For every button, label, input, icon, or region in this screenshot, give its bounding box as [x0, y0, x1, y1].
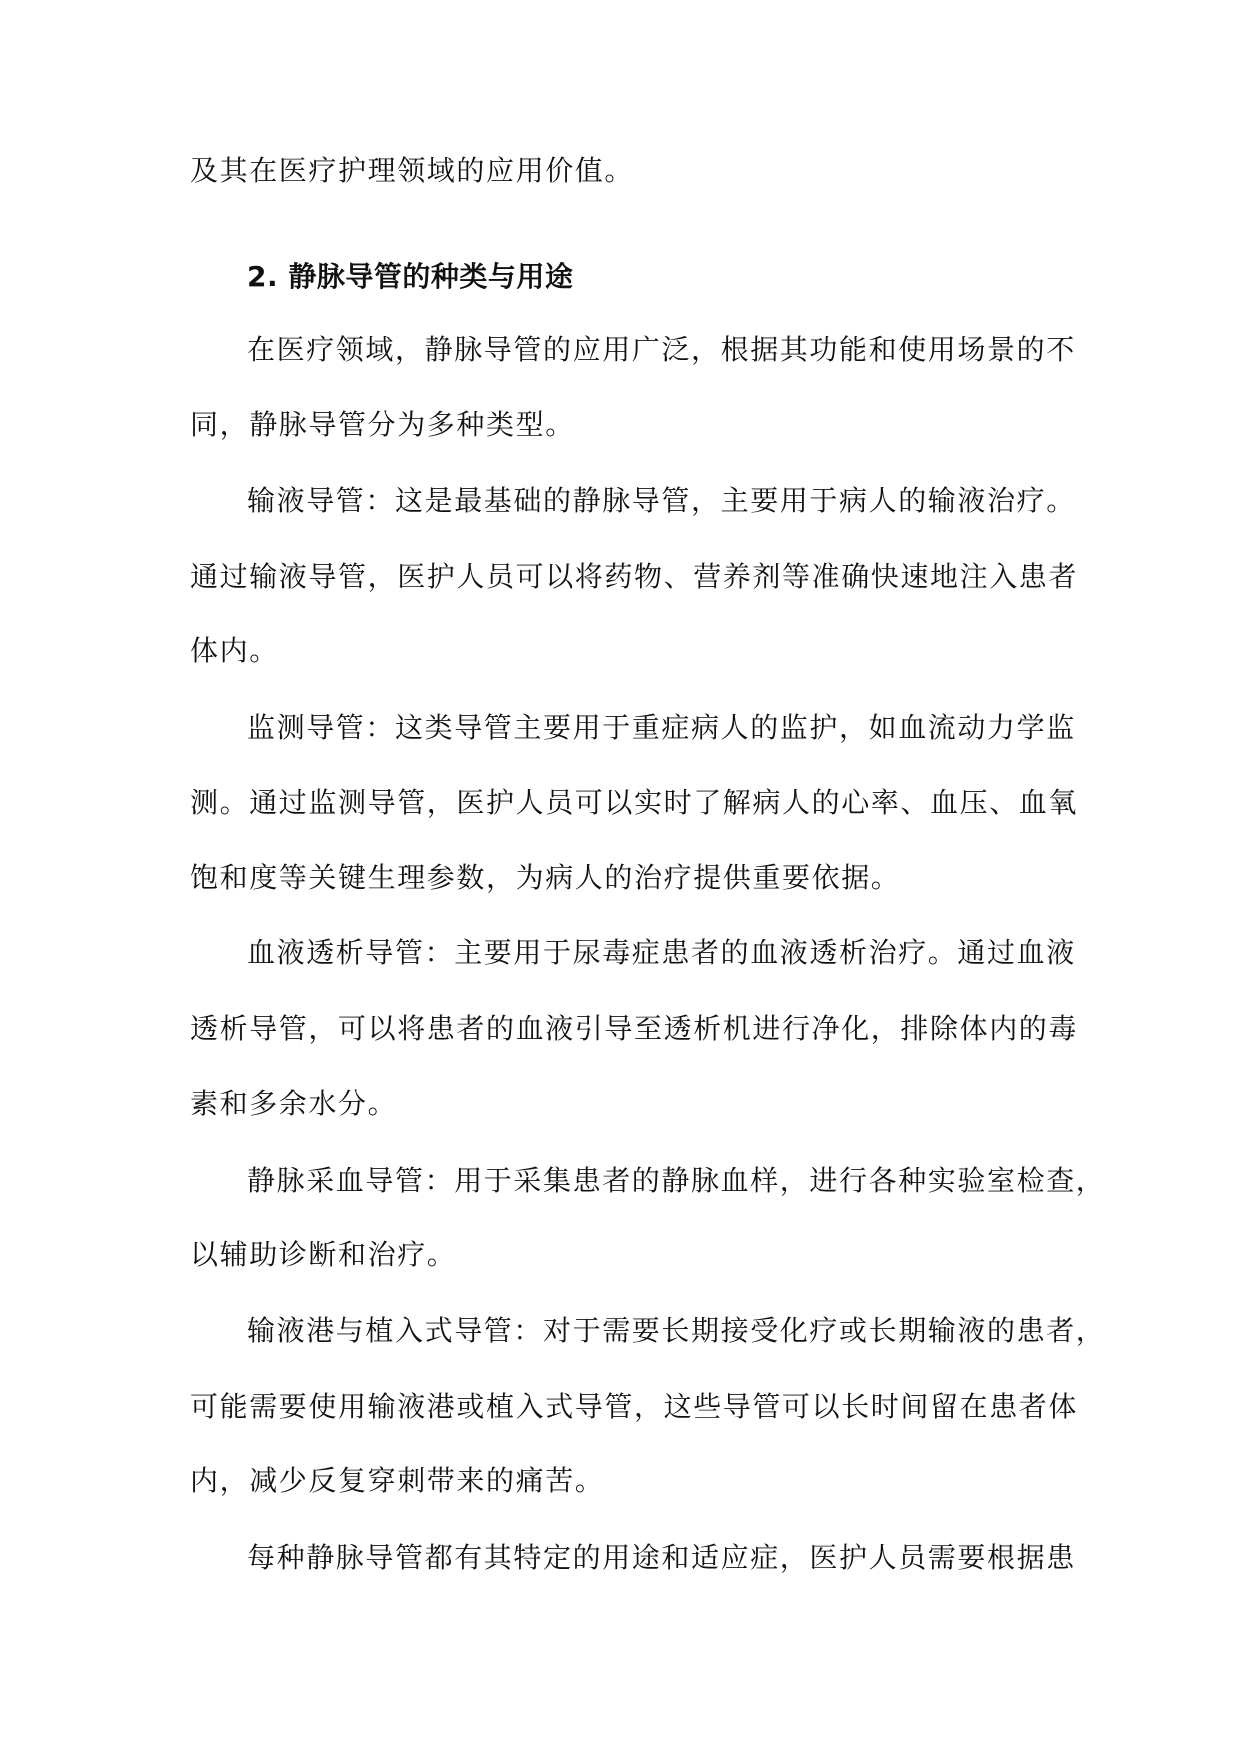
text-line: 输液导管：这是最基础的静脉导管，主要用于病人的输液治疗。 — [247, 484, 1076, 517]
text-line: 同，静脉导管分为多种类型。 — [190, 408, 575, 441]
text-line: 测。通过监测导管，医护人员可以实时了解病人的心率、血压、血氧 — [190, 786, 1079, 819]
text-line: 输液港与植入式导管：对于需要长期接受化疗或长期输液的患者， — [247, 1314, 1106, 1347]
text-line: 在医疗领域，静脉导管的应用广泛，根据其功能和使用场景的不 — [247, 333, 1076, 366]
text-line: 监测导管：这类导管主要用于重症病人的监护，如血流动力学监 — [247, 711, 1076, 744]
text-line: 血液透析导管：主要用于尿毒症患者的血液透析治疗。通过血液 — [247, 936, 1076, 969]
text-line: 透析导管，可以将患者的血液引导至透析机进行净化，排除体内的毒 — [190, 1012, 1079, 1045]
text-line: 内，减少反复穿刺带来的痛苦。 — [190, 1464, 605, 1497]
text-line: 素和多余水分。 — [190, 1087, 398, 1120]
text-line: 饱和度等关键生理参数，为病人的治疗提供重要依据。 — [190, 861, 901, 894]
text-line: 及其在医疗护理领域的应用价值。 — [190, 154, 635, 187]
text-line: 每种静脉导管都有其特定的用途和适应症，医护人员需要根据患 — [247, 1541, 1076, 1574]
section-heading: 2. 静脉导管的种类与用途 — [247, 260, 574, 293]
text-line: 通过输液导管，医护人员可以将药物、营养剂等准确快速地注入患者 — [190, 560, 1079, 593]
text-line: 以辅助诊断和治疗。 — [190, 1238, 457, 1271]
text-line: 可能需要使用输液港或植入式导管，这些导管可以长时间留在患者体 — [190, 1390, 1079, 1423]
text-line: 体内。 — [190, 634, 279, 667]
text-line: 静脉采血导管：用于采集患者的静脉血样，进行各种实验室检查， — [247, 1164, 1106, 1197]
